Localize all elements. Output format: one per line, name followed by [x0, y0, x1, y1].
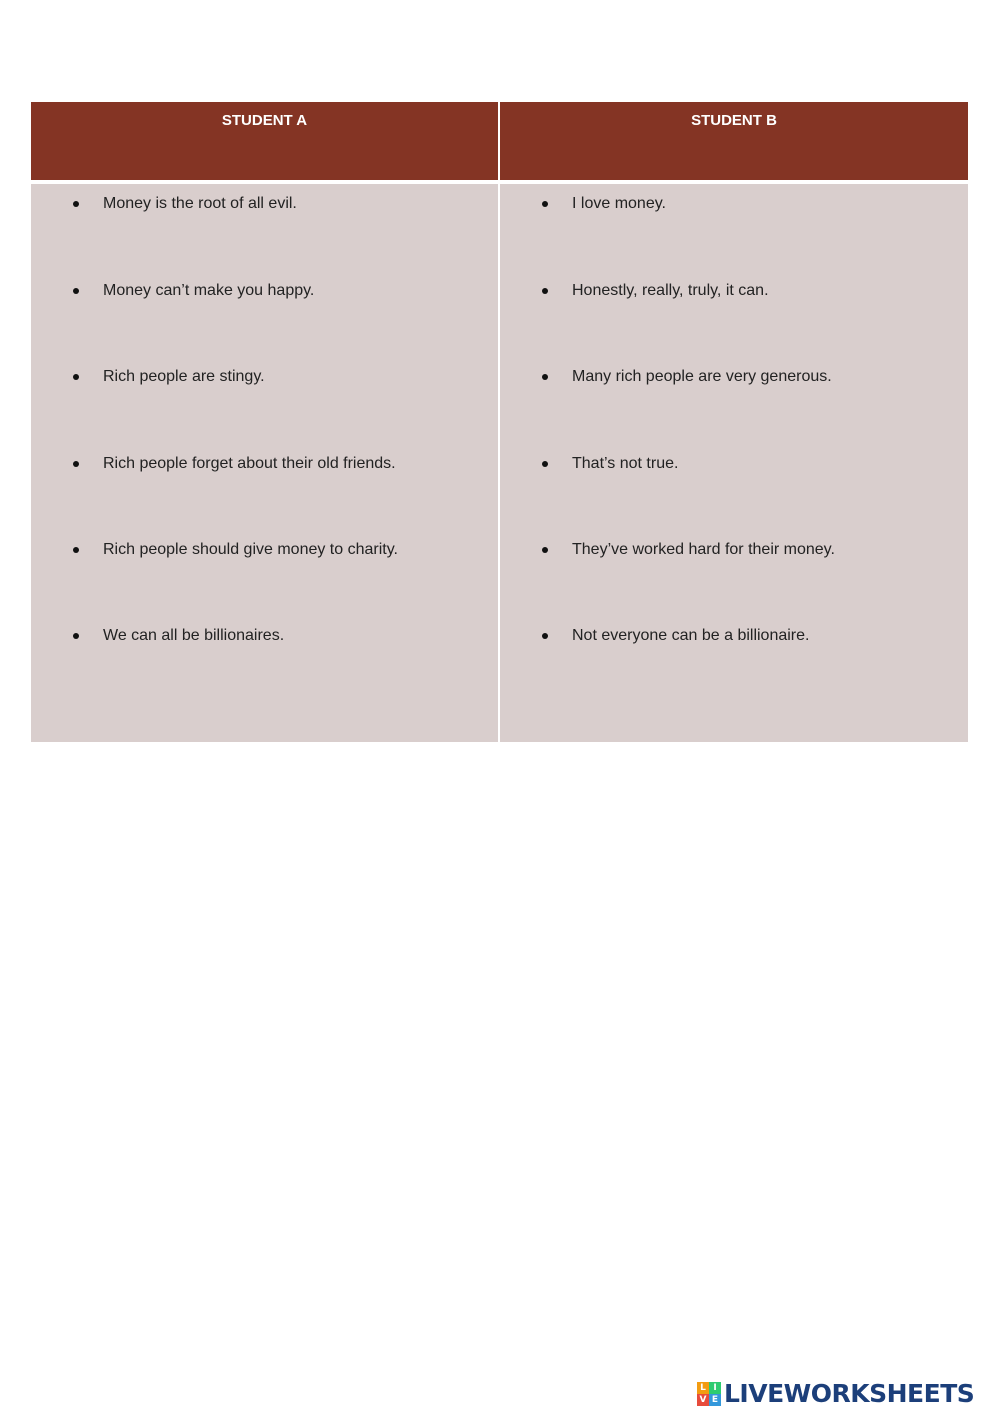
- student-b-column: [500, 102, 968, 742]
- bullet-icon: [542, 461, 548, 467]
- bullet-icon: [73, 201, 79, 207]
- list-item: [31, 453, 498, 475]
- list-item: [31, 366, 498, 388]
- statement-text: Rich people should give money to charity.: [103, 541, 398, 558]
- list-item: [500, 453, 968, 475]
- statement-text: I love money.: [572, 195, 666, 212]
- student-a-column: [31, 102, 498, 742]
- statement-text: Money is the root of all evil.: [103, 195, 297, 212]
- bullet-icon: [542, 288, 548, 294]
- list-item: [31, 280, 498, 302]
- list-item: [31, 625, 498, 647]
- bullet-icon: [73, 374, 79, 380]
- student-a-header: STUDENT A: [31, 102, 498, 180]
- statement-text: Not everyone can be a billionaire.: [572, 627, 810, 644]
- statement-text: Many rich people are very generous.: [572, 368, 832, 385]
- statement-text: They’ve worked hard for their money.: [572, 541, 835, 558]
- worksheet-table: [31, 102, 968, 742]
- list-item: [500, 280, 968, 302]
- bullet-icon: [542, 547, 548, 553]
- list-item: [500, 539, 968, 561]
- logo-mark-icon: [697, 1382, 721, 1406]
- bullet-icon: [73, 288, 79, 294]
- logo-text: LIVEWORKSHEETS: [724, 1379, 975, 1408]
- list-item: [31, 539, 498, 561]
- logo-mark-tile: L: [697, 1382, 709, 1394]
- list-item: [500, 193, 968, 215]
- statement-text: We can all be billionaires.: [103, 627, 285, 644]
- statement-text: Rich people forget about their old friends.: [103, 455, 396, 472]
- statement-text: That’s not true.: [572, 455, 679, 472]
- statement-text: Money can’t make you happy.: [103, 282, 315, 299]
- student-b-body: [500, 184, 968, 742]
- list-item: [500, 625, 968, 647]
- student-a-body: [31, 184, 498, 742]
- logo-mark-tile: E: [709, 1394, 721, 1406]
- bullet-icon: [542, 374, 548, 380]
- bullet-icon: [73, 461, 79, 467]
- statement-text: Rich people are stingy.: [103, 368, 265, 385]
- logo-mark-tile: V: [697, 1394, 709, 1406]
- bullet-icon: [542, 201, 548, 207]
- logo-mark-tile: I: [709, 1382, 721, 1394]
- bullet-icon: [73, 633, 79, 639]
- bullet-icon: [73, 547, 79, 553]
- bullet-icon: [542, 633, 548, 639]
- list-item: [500, 366, 968, 388]
- statement-text: Honestly, really, truly, it can.: [572, 282, 769, 299]
- list-item: [31, 193, 498, 215]
- student-b-header: STUDENT B: [500, 102, 968, 180]
- liveworksheets-logo: [697, 1379, 974, 1409]
